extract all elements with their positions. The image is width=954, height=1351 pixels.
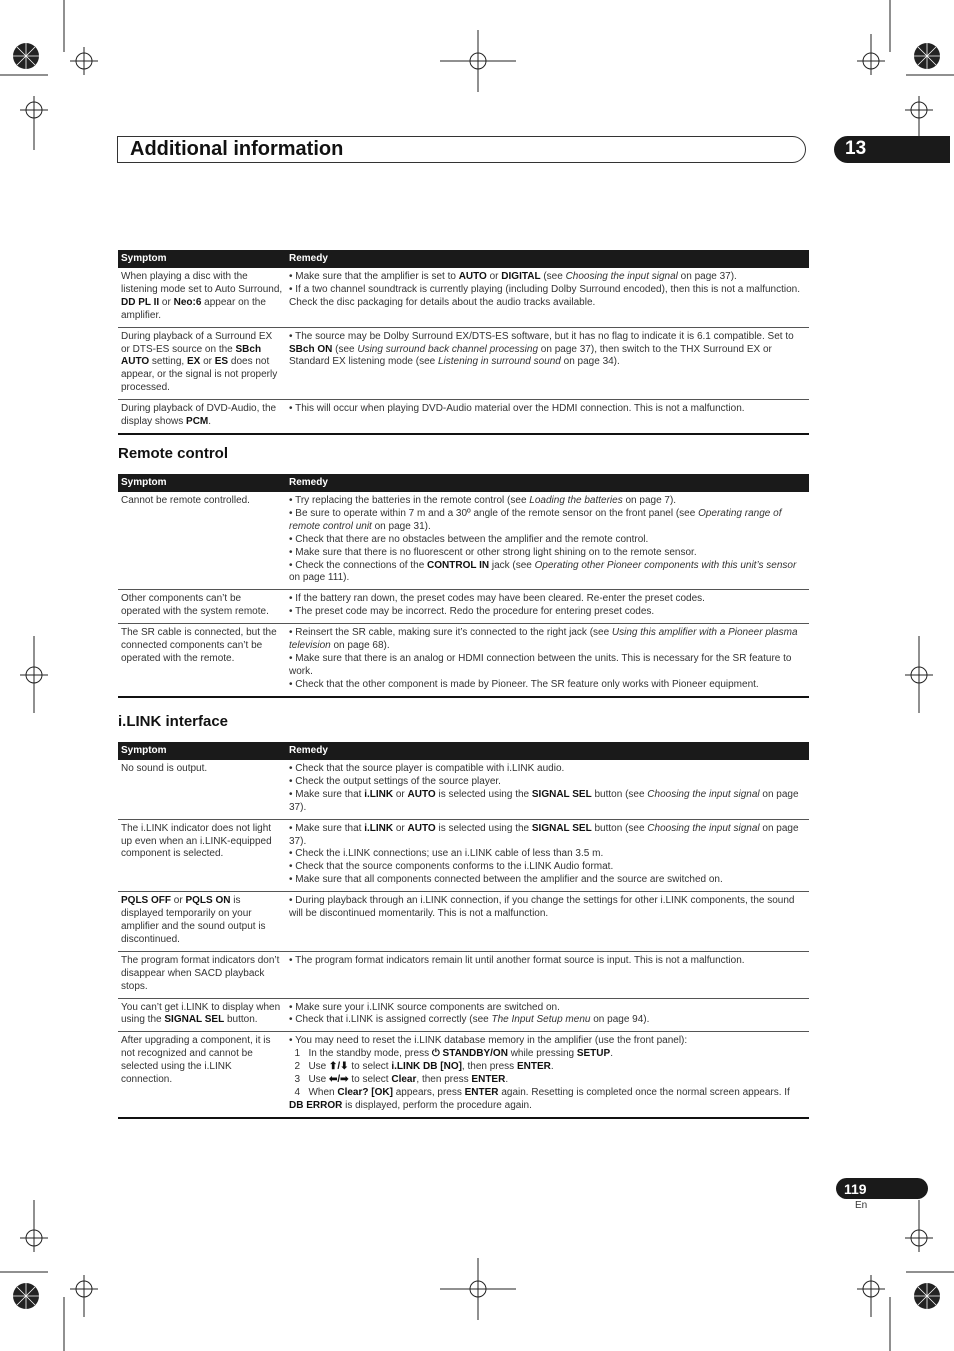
- table-row: [118, 819, 809, 892]
- table-row: [118, 760, 809, 819]
- symptom-header: Symptom: [118, 250, 286, 268]
- symptom-cell: The i.LINK indicator does not light up even when an i.LINK-equipped component is selected.: [118, 819, 286, 892]
- table-row: [118, 327, 809, 400]
- remedy-cell: • Try replacing the batteries in the remote control (see Loading the batteries on page 7). • Be sure to operate within 7 m and a 30º angle of the remote sensor on the front panel (see Operating range of remote control unit on page 31). • Check that there are no obstacles between the amplifier and the remote control. • Make sure that there is no fluorescent or other strong light shining on to the remote sensor. • Check the connections of the CONTROL IN jack (see Operating other Pioneer components with this unit’s sensor on page 111).: [286, 492, 809, 590]
- symptom-header: Symptom: [118, 742, 286, 760]
- troubleshooting-table-surround: [118, 250, 809, 435]
- troubleshooting-table-ilink: [118, 742, 809, 1119]
- language-code: En: [855, 1200, 868, 1211]
- symptom-cell: During playback of DVD-Audio, the display shows PCM.: [118, 400, 286, 434]
- symptom-cell: You can’t get i.LINK to display when using the SIGNAL SEL button.: [118, 998, 286, 1032]
- symptom-cell: The SR cable is connected, but the connected components can’t be operated with the remote.: [118, 624, 286, 697]
- table-row: [118, 492, 809, 590]
- section-title-remote-control: Remote control: [118, 445, 229, 462]
- remedy-cell: • Check that the source player is compatible with i.LINK audio. • Check the output settings of the source player. • Make sure that i.LINK or AUTO is selected using the SIGNAL SEL button (see Choosing the input signal on page 37).: [286, 760, 809, 819]
- remedy-cell: • During playback through an i.LINK connection, if you change the settings for other i.LINK components, the sound will be discontinued momentarily. This is not a malfunction.: [286, 892, 809, 952]
- symptom-cell: After upgrading a component, it is not recognized and cannot be selected using the i.LINK connection.: [118, 1032, 286, 1118]
- table-row: [118, 268, 809, 327]
- remedy-cell: • This will occur when playing DVD-Audio material over the HDMI connection. This is not a malfunction.: [286, 400, 809, 434]
- table-row: [118, 400, 809, 434]
- page-number: 119: [844, 1181, 867, 1197]
- symptom-cell: The program format indicators don’t disappear when SACD playback stops.: [118, 951, 286, 998]
- remedy-cell: • Make sure that the amplifier is set to AUTO or DIGITAL (see Choosing the input signal on page 37). • If a two channel soundtrack is currently playing (including Dolby Surround encoded), then this is not a malfunction. Check the disc packaging for details about the audio tracks available.: [286, 268, 809, 327]
- table-row: [118, 892, 809, 952]
- remedy-cell: • Make sure that i.LINK or AUTO is selected using the SIGNAL SEL button (see Choosing the input signal on page 37). • Check the i.LINK connections; use an i.LINK cable of less than 3.5 m. • Check that the source components conforms to the i.LINK Audio format. • Make sure that all components connected between the amplifier and the source are switched on.: [286, 819, 809, 892]
- remedy-cell: • The source may be Dolby Surround EX/DTS-ES software, but it has no flag to indicate it is 6.1 compatible. Set to SBch ON (see Using surround back channel processing on page 37), then switch to the THX Surround EX or Standard EX listening mode (see Listening in surround sound on page 34).: [286, 327, 809, 400]
- remedy-cell: • Reinsert the SR cable, making sure it’s connected to the right jack (see Using this amplifier with a Pioneer plasma television on page 68). • Make sure that there is an analog or HDMI connection between the units. This is necessary for the SR feature to work. • Check that the other component is made by Pioneer. The SR feature only works with Pioneer equipment.: [286, 624, 809, 697]
- troubleshooting-table-remote: [118, 474, 809, 698]
- remedy-cell: • The program format indicators remain lit until another format source is input. This is not a malfunction.: [286, 951, 809, 998]
- remedy-header: Remedy: [286, 250, 809, 268]
- table-row: [118, 951, 809, 998]
- remedy-header: Remedy: [286, 742, 809, 760]
- table-row: [118, 624, 809, 697]
- symptom-cell: No sound is output.: [118, 760, 286, 819]
- remedy-cell: • You may need to reset the i.LINK database memory in the amplifier (use the front panel): 1 In the standby mode, press ⏻ STANDBY/ON while pressing SETUP. 2 Use ⬆/⬇ to select i.LINK DB [NO], then press ENTER. 3 Use ⬅/➡ to select Clear, then press ENTER. 4 When Clear? [OK] appears, press ENTER again. Resetting is completed once the normal screen appears. If DB ERROR is displayed, perform the procedure again.: [286, 1032, 809, 1118]
- chapter-number: 13: [845, 138, 867, 159]
- remedy-cell: • If the battery ran down, the preset codes may have been cleared. Re-enter the preset codes. • The preset code may be incorrect. Redo the procedure for entering preset codes.: [286, 590, 809, 624]
- table-row: [118, 590, 809, 624]
- page-title: Additional information: [130, 138, 344, 160]
- symptom-cell: Other components can’t be operated with the system remote.: [118, 590, 286, 624]
- table-row: [118, 998, 809, 1032]
- symptom-cell: PQLS OFF or PQLS ON is displayed temporarily on your amplifier and the sound output is discontinued.: [118, 892, 286, 952]
- table-row: [118, 1032, 809, 1118]
- symptom-cell: Cannot be remote controlled.: [118, 492, 286, 590]
- section-title-ilink-interface: i.LINK interface: [118, 713, 229, 730]
- remedy-cell: • Make sure your i.LINK source components are switched on. • Check that i.LINK is assigned correctly (see The Input Setup menu on page 94).: [286, 998, 809, 1032]
- symptom-cell: During playback of a Surround EX or DTS-ES source on the SBch AUTO setting, EX or ES does not appear, or the signal is not properly processed.: [118, 327, 286, 400]
- symptom-header: Symptom: [118, 474, 286, 492]
- symptom-cell: When playing a disc with the listening mode set to Auto Surround, DD PL II or Neo:6 appear on the amplifier.: [118, 268, 286, 327]
- remedy-header: Remedy: [286, 474, 809, 492]
